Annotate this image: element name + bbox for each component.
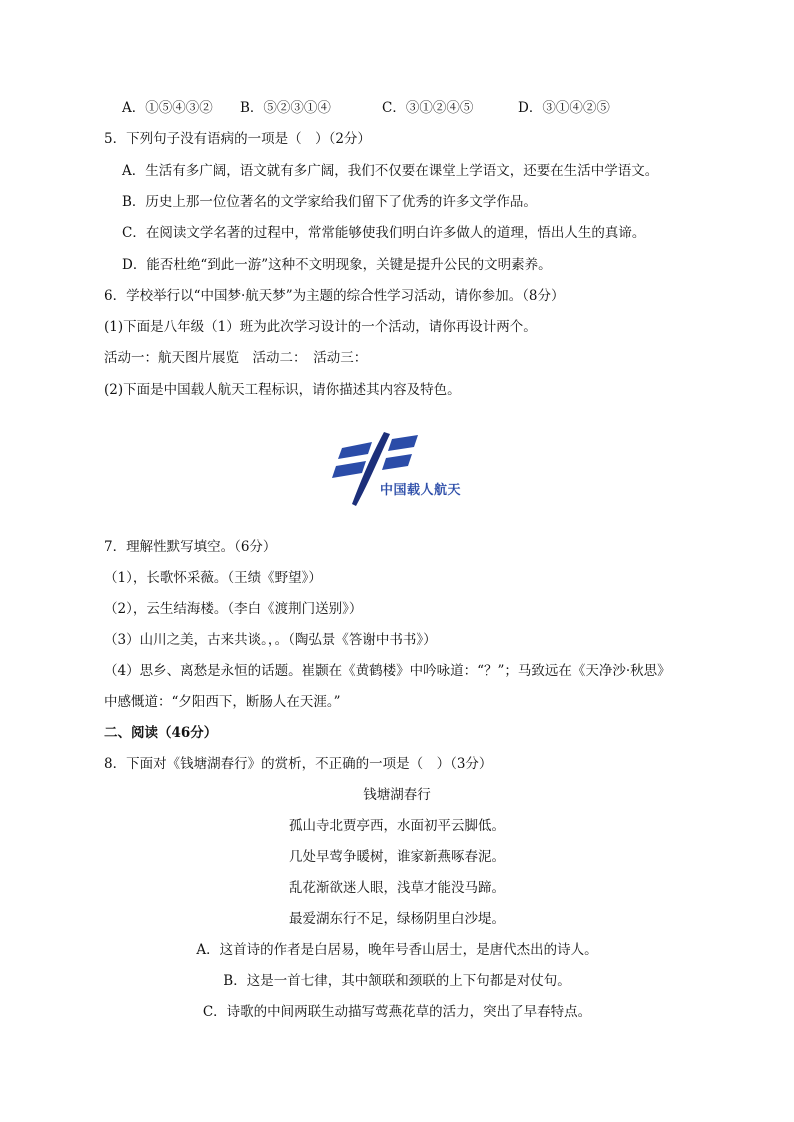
q5-stem: 5．下列句子没有语病的一项是（ ）（2分） <box>104 131 371 147</box>
q4-option-a: A．①⑤④③② <box>122 100 213 116</box>
q7-item-4-cont: 中感慨道：“夕阳西下，断肠人在天涯。” <box>104 694 341 710</box>
poem-line: 最爱湖东行不足，绿杨阴里白沙堤。 <box>289 911 505 927</box>
q8-stem: 8．下面对《钱塘湖春行》的赏析，不正确的一项是（ ）（3分） <box>104 756 493 772</box>
china-manned-space-logo <box>332 428 480 508</box>
q8-option-b: B．这是一首七律，其中颔联和颈联的上下句都是对仗句。 <box>223 973 571 989</box>
q8-option-a: A．这首诗的作者是白居易，晚年号香山居士，是唐代杰出的诗人。 <box>196 942 598 958</box>
section-heading: 二、阅读（46分） <box>104 725 218 741</box>
q6-part2: (2)下面是中国载人航天工程标识，请你描述其内容及特色。 <box>104 382 461 398</box>
logo-text: 中国载人航天 <box>380 483 462 498</box>
q7-item-1: （1），长歌怀采薇。（王绩《野望》） <box>104 570 322 586</box>
q7-item-2: （2），云生结海楼。（李白《渡荆门送别》） <box>104 601 363 617</box>
q7-stem: 7．理解性默写填空。（6分） <box>104 539 277 555</box>
q5-option-d: D．能否杜绝“到此一游”这种不文明现象，关键是提升公民的文明素养。 <box>122 257 552 273</box>
poem-title: 钱塘湖春行 <box>363 787 431 803</box>
q7-item-3: （3）山川之美，古来共谈。，。（陶弘景《答谢中书书》） <box>104 632 437 648</box>
q5-option-b: B．历史上那一位位著名的文学家给我们留下了优秀的许多文学作品。 <box>122 194 537 210</box>
q6-activities: 活动一：航天图片展览 活动二： 活动三： <box>104 350 368 366</box>
q8-option-c: C．诗歌的中间两联生动描写莺燕花草的活力，突出了早春特点。 <box>202 1004 592 1020</box>
q4-option-d: D．③①④②⑤ <box>518 100 610 116</box>
poem-line: 几处早莺争暖树，谁家新燕啄春泥。 <box>289 849 505 865</box>
q5-option-a: A．生活有多广阔，语文就有多广阔，我们不仅要在课堂上学语文，还要在生活中学语文。 <box>122 163 659 179</box>
poem-line: 乱花渐欲迷人眼，浅草才能没马蹄。 <box>289 880 505 896</box>
q5-option-c: C．在阅读文学名著的过程中，常常能够使我们明白许多做人的道理，悟出人生的真谛。 <box>122 225 646 241</box>
q6-stem: 6．学校举行以“中国梦·航天梦”为主题的综合性学习活动，请你参加。（8分） <box>104 288 565 304</box>
q4-option-b: B．⑤②③①④ <box>240 100 331 116</box>
q4-option-c: C．③①②④⑤ <box>382 100 474 116</box>
poem-line: 孤山寺北贾亭西，水面初平云脚低。 <box>289 818 505 834</box>
q7-item-4: （4）思乡、离愁是永恒的话题。崔颢在《黄鹤楼》中吟咏道：“？”；马致远在《天净沙·秋思》 <box>104 663 671 679</box>
q6-part1: (1)下面是八年级（1）班为此次学习设计的一个活动，请你再设计两个。 <box>104 319 537 335</box>
